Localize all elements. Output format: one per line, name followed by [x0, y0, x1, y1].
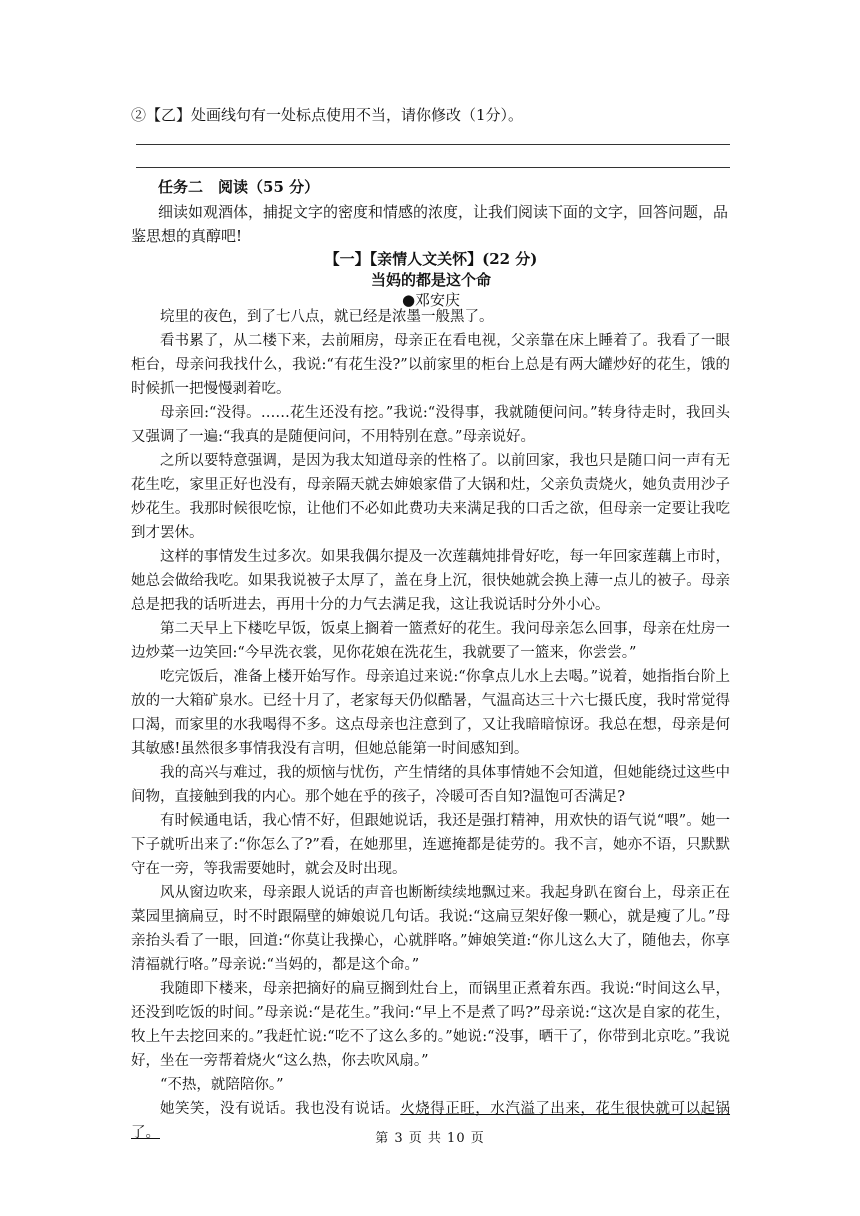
paragraph-text: 她笑笑，没有说话。我也没有说话。 — [160, 1101, 401, 1117]
section-intro: 细读如观酒体，捕捉文字的密度和情感的浓度，让我们阅读下面的文字，回答问题，品鉴思想的真醇吧! — [131, 203, 729, 245]
paragraph: 这样的事情发生过多次。如果我偶尔提及一次莲藕炖排骨好吃，每一年回家莲藕上市时，她总会做给我吃。如果我说被子太厚了，盖在身上沉，很快她就会换上薄一点儿的被子。母亲总是把我的话听进去，再用十分的力气去满足我，这让我说话时分外小心。 — [131, 549, 730, 613]
paragraph: 看书累了，从二楼下来，去前厢房，母亲正在看电视，父亲靠在床上睡着了。我看了一眼柜台，母亲问我找什么，我说:“有花生没?”以前家里的柜台上总是有两大罐炒好的花生，饿的时候抓一把慢慢剥着吃。 — [131, 333, 730, 397]
article-body — [131, 305, 730, 1145]
part-heading: 【一】【亲情人文关怀】(22 分) — [324, 250, 538, 268]
answer-line — [136, 144, 730, 145]
underlined-sentence: 火烧得正旺，水汽溢了出来，花生很快就可以起锅了。 — [131, 1101, 731, 1141]
paragraph: 我随即下楼来，母亲把摘好的扁豆搁到灶台上，而锅里正煮着东西。我说:“时间这么早，还没到吃饭的时间。”母亲说:“是花生。”我问:“早上不是煮了吗?”母亲说:“这次是自家的花生，牧上午去挖回来的。”我赶忙说:“吃不了这么多的。”她说:“没事，晒干了，你带到北京吃。”我说好，坐在一旁帮着烧火“这么热，你去吹风扇。” — [131, 981, 730, 1069]
question-text: ②【乙】处画线句有一处标点使用不当，请你修改（1分）。 — [131, 106, 524, 124]
paragraph: 吃完饭后，准备上楼开始写作。母亲追过来说:“你拿点儿水上去喝。”说着，她指指台阶上放的一大箱矿泉水。已经十月了，老家每天仍似酷暑，气温高达三十六七摄氏度，我时常觉得口渴，而家里的水我喝得不多。这点母亲也注意到了，又让我暗暗惊讶。我总在想，母亲是何其敏感!虽然很多事情我没有言明，但她总能第一时间感知到。 — [131, 669, 730, 757]
paragraph: “不热，就陪陪你。” — [160, 1077, 284, 1093]
article-author: ●邓安庆 — [401, 291, 461, 309]
answer-line — [136, 167, 730, 168]
page-number: 第 3 页 共 10 页 — [375, 1131, 485, 1146]
paragraph: 之所以要特意强调，是因为我太知道母亲的性格了。以前回家，我也只是随口问一声有无花生吃，家里正好也没有，母亲隔天就去婶娘家借了大锅和灶，父亲负责烧火，她负责用沙子炒花生。我那时候很吃惊，让他们不必如此费功夫来满足我的口舌之欲，但母亲一定要让我吃到才罢休。 — [131, 453, 730, 541]
article-title: 当妈的都是这个命 — [370, 271, 491, 289]
paragraph: 母亲回:“没得。……花生还没有挖。”我说:“没得事，我就随便问问。”转身待走时，我回头又强调了一遍:“我真的是随便问问，不用特别在意。”母亲说好。 — [131, 405, 730, 445]
paragraph: 风从窗边吹来，母亲跟人说话的声音也断断续续地飘过来。我起身趴在窗台上，母亲正在菜园里摘扁豆，时不时跟隔壁的婶娘说几句话。我说:“这扁豆架好像一颗心，就是瘦了儿。”母亲抬头看了一眼，回道:“你莫让我操心，心就胖咯。”婶娘笑道:“你儿这么大了，随他去，你享清福就行咯。”母亲说:“当妈的，都是这个命。” — [131, 885, 730, 973]
paragraph: 垸里的夜色，到了七八点，就已经是浓墨一般黑了。 — [160, 309, 494, 325]
paragraph: 我的高兴与难过，我的烦恼与忧伤，产生情绪的具体事情她不会知道，但她能绕过这些中间物，直接触到我的内心。那个她在乎的孩子，冷暖可否自知?温饱可否满足? — [131, 765, 730, 805]
paragraph: 第二天早上下楼吃早饭，饭桌上搁着一篮煮好的花生。我问母亲怎么回事，母亲在灶房一边炒菜一边笑回:“今早洗衣裳，见你花娘在洗花生，我就要了一篮来，你尝尝。” — [131, 621, 730, 661]
section-title: 任务二 阅读（55 分） — [158, 178, 320, 196]
paragraph: 有时候通电话，我心情不好，但跟她说话，我还是强打精神，用欢快的语气说“喂”。她一下子就听出来了:“你怎么了?”看，在她那里，连遮掩都是徒劳的。我不言，她亦不语，只默默守在一旁，等我需要她时，就会及时出现。 — [131, 813, 730, 877]
